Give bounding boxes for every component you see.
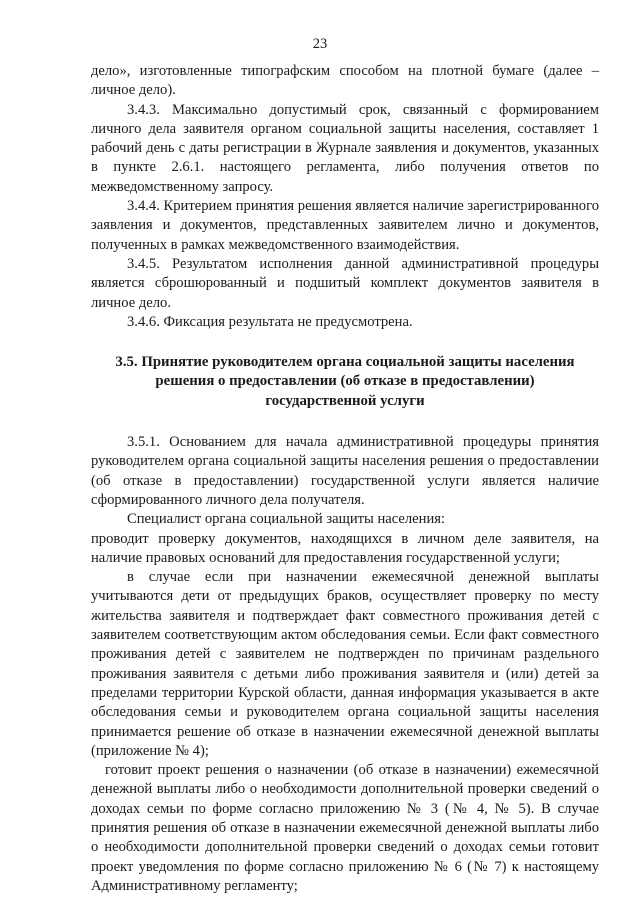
section-heading-line-1: 3.5. Принятие руководителем органа социальной защиты населения [115, 354, 575, 371]
paragraph-check-documents: проводит проверку документов, находящихся в личном деле заявителя, на наличие правовых оснований для предоставления государственной услуги; [91, 530, 599, 566]
page-body [91, 62, 599, 896]
section-heading-line-3: государственной услуги [265, 392, 425, 409]
paragraph-previous-marriages: в случае если при назначении ежемесячной денежной выплаты учитываются дети от предыдущих браков, осуществляет проверку по месту жительства заявителя и подтверждает факт совместного проживания детей с заявителем соответствующим актом обследования семьи. Если факт совместного проживания детей с заявителем не подтвержден по причинам раздельного проживания заявителя с детьми либо проживания заявителя и (или) детей за пределами территории Курской области, данная информация указывается в акте обследования семьи и руководителем органа социальной защиты населения принимается решение об отказе в назначении ежемесячной денежной выплаты (приложение № 4); [91, 569, 599, 759]
paragraph-specialist: Специалист органа социальной защиты населения: [127, 511, 446, 528]
section-heading [91, 353, 599, 411]
paragraph-3-4-4: 3.4.4. Критерием принятия решения является наличие зарегистрированного заявления и документов, представленных заявителем лично и документов, полученных в рамках межведомственного взаимодействия. [91, 198, 599, 253]
paragraph-3-4-5: 3.4.5. Результатом исполнения данной административной процедуры является сброшюрованный и подшитый комплект документов заявителя в личное дело. [91, 255, 599, 311]
paragraph-continuation: дело», изготовленные типографским способом на плотной бумаге (далее – личное дело). [91, 63, 599, 99]
section-body [91, 433, 599, 896]
paragraph-prepares-draft: готовит проект решения о назначении (об отказе в назначении) ежемесячной денежной выплаты либо о необходимости дополнительной проверки сведений о доходах семьи по форме согласно приложению № 3 (№ 4, № 5). В случае принятия решения об отказе в назначении ежемесячной денежной выплаты либо о необходимости дополнительной проверки сведений о доходах семьи готовит проект уведомления по форме согласно приложению № 6 (№ 7) к настоящему Административному регламенту; [91, 762, 599, 894]
paragraph-3-4-6: 3.4.6. Фиксация результата не предусмотрена. [127, 313, 413, 330]
paragraph-3-4-3: 3.4.3. Максимально допустимый срок, связанный с формированием личного дела заявителя органом социальной защиты населения, составляет 1 рабочий день с даты регистрации в Журнале заявления и документов, указанных в пункте 2.6.1. настоящего регламента, либо получения ответов по межведомственному запросу. [91, 101, 599, 195]
page-number: 23 [312, 36, 328, 52]
paragraph-3-5-1: 3.5.1. Основанием для начала административной процедуры принятия руководителем органа социальной защиты населения решения о предоставлении (об отказе в предоставлении) государственной услуги является наличие сформированного личного дела получателя. [91, 434, 599, 508]
section-heading-line-2: решения о предоставлении (об отказе в предоставлении) [155, 373, 535, 390]
